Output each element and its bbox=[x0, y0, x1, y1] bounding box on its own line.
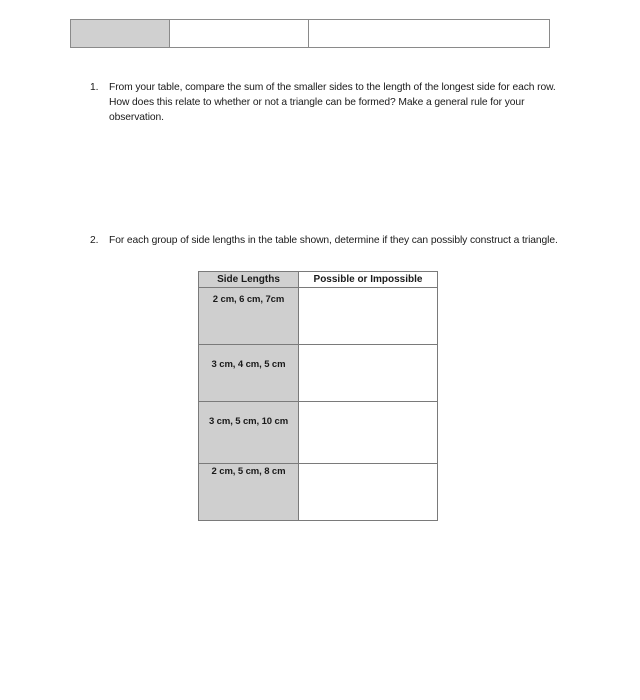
question-number: 1. bbox=[90, 82, 99, 93]
column-header-side-lengths: Side Lengths bbox=[199, 272, 299, 288]
top-table-fragment bbox=[70, 19, 550, 48]
table-row bbox=[199, 345, 438, 402]
table-row bbox=[199, 464, 438, 521]
question-1 bbox=[90, 80, 568, 125]
question-number: 2. bbox=[90, 235, 99, 246]
side-lengths-cell: 2 cm, 6 cm, 7cm bbox=[199, 288, 299, 345]
side-lengths-cell: 3 cm, 4 cm, 5 cm bbox=[199, 345, 299, 402]
question-text: From your table, compare the sum of the smaller sides to the length of the longest side for each row. How does this relate to whether or not a triangle can be formed? Make a general rule for your observation. bbox=[109, 82, 556, 123]
table-row bbox=[199, 288, 438, 345]
answer-cell[interactable] bbox=[299, 288, 438, 345]
top-table-cell bbox=[309, 20, 549, 47]
column-header-possible-or-impossible: Possible or Impossible bbox=[299, 272, 438, 288]
answer-cell[interactable] bbox=[299, 464, 438, 521]
answer-cell[interactable] bbox=[299, 402, 438, 464]
question-text: For each group of side lengths in the table shown, determine if they can possibly construct a triangle. bbox=[109, 235, 558, 246]
side-lengths-table bbox=[198, 271, 438, 521]
question-2 bbox=[90, 233, 568, 248]
answer-cell[interactable] bbox=[299, 345, 438, 402]
table-row bbox=[199, 402, 438, 464]
top-table-shaded-cell bbox=[71, 20, 170, 47]
side-lengths-cell: 3 cm, 5 cm, 10 cm bbox=[199, 402, 299, 464]
side-lengths-cell: 2 cm, 5 cm, 8 cm bbox=[199, 464, 299, 521]
table-header-row bbox=[199, 272, 438, 288]
top-table-cell bbox=[170, 20, 309, 47]
